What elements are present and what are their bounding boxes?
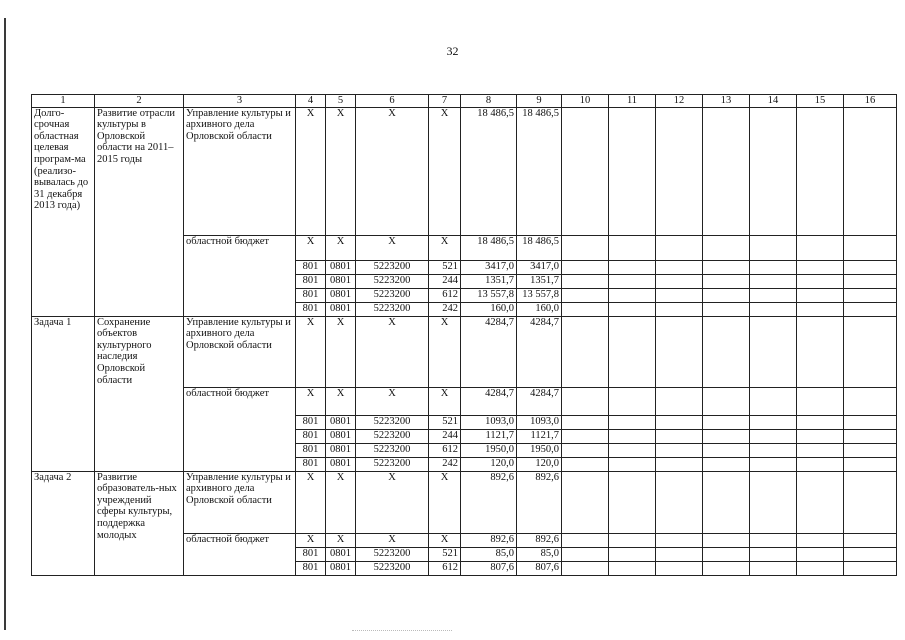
amount-cell-col9: 13 557,8	[517, 288, 562, 302]
empty-cell-col16	[844, 260, 897, 274]
empty-cell-col11	[609, 302, 656, 316]
code-cell-col4: 801	[296, 274, 326, 288]
code-cell-col5: 0801	[326, 457, 356, 471]
column-header-6: 6	[356, 95, 429, 108]
empty-cell-col10	[562, 235, 609, 260]
empty-cell-col16	[844, 107, 897, 235]
empty-cell-col16	[844, 471, 897, 533]
code-cell-col6: Х	[356, 471, 429, 533]
code-cell-col7: 521	[429, 547, 461, 561]
code-cell-col6: Х	[356, 387, 429, 415]
code-cell-col5: Х	[326, 533, 356, 547]
empty-cell-col16	[844, 533, 897, 547]
amount-cell-col8: 807,6	[461, 561, 517, 575]
amount-cell-col9: 3417,0	[517, 260, 562, 274]
empty-cell-col13	[703, 443, 750, 457]
empty-cell-col15	[797, 387, 844, 415]
empty-cell-col13	[703, 415, 750, 429]
code-cell-col6: Х	[356, 316, 429, 387]
code-cell-col5: Х	[326, 471, 356, 533]
empty-cell-col16	[844, 457, 897, 471]
code-cell-col7: Х	[429, 235, 461, 260]
empty-cell-col10	[562, 288, 609, 302]
amount-cell-col9: 18 486,5	[517, 235, 562, 260]
empty-cell-col16	[844, 302, 897, 316]
empty-cell-col12	[656, 260, 703, 274]
page-number: 32	[446, 44, 459, 58]
empty-cell-col16	[844, 316, 897, 387]
amount-cell-col9: 807,6	[517, 561, 562, 575]
column-header-8: 8	[461, 95, 517, 108]
empty-cell-col16	[844, 443, 897, 457]
code-cell-col6: 5223200	[356, 260, 429, 274]
amount-cell-col9: 1121,7	[517, 429, 562, 443]
empty-cell-col13	[703, 302, 750, 316]
empty-cell-col15	[797, 415, 844, 429]
amount-cell-col9: 120,0	[517, 457, 562, 471]
code-cell-col5: Х	[326, 387, 356, 415]
amount-cell-col8: 13 557,8	[461, 288, 517, 302]
amount-cell-col9: 1950,0	[517, 443, 562, 457]
code-cell-col5: 0801	[326, 561, 356, 575]
empty-cell-col10	[562, 316, 609, 387]
code-cell-col4: Х	[296, 387, 326, 415]
empty-cell-col15	[797, 260, 844, 274]
code-cell-col5: Х	[326, 316, 356, 387]
empty-cell-col12	[656, 471, 703, 533]
amount-cell-col8: 120,0	[461, 457, 517, 471]
code-cell-col7: 244	[429, 429, 461, 443]
empty-cell-col13	[703, 471, 750, 533]
empty-cell-col10	[562, 561, 609, 575]
empty-cell-col15	[797, 443, 844, 457]
empty-cell-col10	[562, 415, 609, 429]
code-cell-col4: 801	[296, 415, 326, 429]
empty-cell-col12	[656, 457, 703, 471]
empty-cell-col13	[703, 457, 750, 471]
code-cell-col6: 5223200	[356, 561, 429, 575]
empty-cell-col14	[750, 235, 797, 260]
funding-source-cell: областной бюджет	[184, 533, 296, 575]
code-cell-col6: 5223200	[356, 547, 429, 561]
empty-cell-col11	[609, 415, 656, 429]
code-cell-col5: 0801	[326, 429, 356, 443]
empty-cell-col12	[656, 288, 703, 302]
amount-cell-col9: 85,0	[517, 547, 562, 561]
amount-cell-col9: 4284,7	[517, 316, 562, 387]
responsible-executor-cell: Управление культуры и архивного дела Орловской области	[184, 316, 296, 387]
empty-cell-col13	[703, 107, 750, 235]
amount-cell-col8: 1121,7	[461, 429, 517, 443]
code-cell-col7: 612	[429, 443, 461, 457]
empty-cell-col13	[703, 274, 750, 288]
budget-table	[31, 94, 897, 576]
code-cell-col7: Х	[429, 316, 461, 387]
code-cell-col4: 801	[296, 288, 326, 302]
code-cell-col7: 521	[429, 415, 461, 429]
column-header-11: 11	[609, 95, 656, 108]
scan-margin-line	[4, 18, 6, 630]
column-header-4: 4	[296, 95, 326, 108]
code-cell-col5: 0801	[326, 302, 356, 316]
column-header-14: 14	[750, 95, 797, 108]
column-header-5: 5	[326, 95, 356, 108]
code-cell-col7: 521	[429, 260, 461, 274]
amount-cell-col9: 892,6	[517, 471, 562, 533]
table-row	[32, 471, 897, 533]
empty-cell-col15	[797, 274, 844, 288]
code-cell-col7: 242	[429, 302, 461, 316]
empty-cell-col15	[797, 235, 844, 260]
empty-cell-col12	[656, 302, 703, 316]
empty-cell-col14	[750, 561, 797, 575]
responsible-executor-cell: Управление культуры и архивного дела Орловской области	[184, 107, 296, 235]
column-header-15: 15	[797, 95, 844, 108]
code-cell-col4: Х	[296, 235, 326, 260]
table-row	[32, 316, 897, 387]
code-cell-col7: Х	[429, 533, 461, 547]
code-cell-col6: 5223200	[356, 288, 429, 302]
responsible-executor-cell: Управление культуры и архивного дела Орловской области	[184, 471, 296, 533]
column-header-12: 12	[656, 95, 703, 108]
code-cell-col5: 0801	[326, 260, 356, 274]
code-cell-col4: 801	[296, 443, 326, 457]
program-name-cell: Долго-срочная областная целевая програм-ма (реализо-вывалась до 31 декабря 2013 года)	[32, 107, 95, 316]
code-cell-col4: 801	[296, 302, 326, 316]
empty-cell-col15	[797, 302, 844, 316]
empty-cell-col14	[750, 260, 797, 274]
code-cell-col7: 612	[429, 561, 461, 575]
empty-cell-col12	[656, 429, 703, 443]
code-cell-col6: 5223200	[356, 443, 429, 457]
empty-cell-col14	[750, 288, 797, 302]
empty-cell-col14	[750, 443, 797, 457]
empty-cell-col11	[609, 533, 656, 547]
empty-cell-col15	[797, 533, 844, 547]
empty-cell-col12	[656, 274, 703, 288]
amount-cell-col8: 18 486,5	[461, 235, 517, 260]
empty-cell-col14	[750, 274, 797, 288]
empty-cell-col13	[703, 561, 750, 575]
column-header-3: 3	[184, 95, 296, 108]
empty-cell-col11	[609, 387, 656, 415]
code-cell-col4: Х	[296, 471, 326, 533]
amount-cell-col9: 4284,7	[517, 387, 562, 415]
code-cell-col5: Х	[326, 235, 356, 260]
code-cell-col7: Х	[429, 387, 461, 415]
empty-cell-col16	[844, 561, 897, 575]
amount-cell-col9: 892,6	[517, 533, 562, 547]
empty-cell-col11	[609, 443, 656, 457]
code-cell-col7: 612	[429, 288, 461, 302]
empty-cell-col16	[844, 387, 897, 415]
empty-cell-col16	[844, 547, 897, 561]
code-cell-col4: 801	[296, 547, 326, 561]
code-cell-col5: Х	[326, 107, 356, 235]
amount-cell-col9: 160,0	[517, 302, 562, 316]
column-header-7: 7	[429, 95, 461, 108]
code-cell-col4: 801	[296, 260, 326, 274]
empty-cell-col16	[844, 288, 897, 302]
code-cell-col4: 801	[296, 457, 326, 471]
code-cell-col4: Х	[296, 533, 326, 547]
empty-cell-col12	[656, 561, 703, 575]
empty-cell-col15	[797, 547, 844, 561]
empty-cell-col10	[562, 429, 609, 443]
empty-cell-col11	[609, 107, 656, 235]
empty-cell-col15	[797, 107, 844, 235]
column-header-2: 2	[95, 95, 184, 108]
empty-cell-col14	[750, 415, 797, 429]
code-cell-col6: 5223200	[356, 429, 429, 443]
amount-cell-col8: 4284,7	[461, 316, 517, 387]
column-header-16: 16	[844, 95, 897, 108]
code-cell-col4: Х	[296, 107, 326, 235]
empty-cell-col12	[656, 316, 703, 387]
code-cell-col5: 0801	[326, 415, 356, 429]
empty-cell-col16	[844, 274, 897, 288]
empty-cell-col10	[562, 471, 609, 533]
empty-cell-col13	[703, 533, 750, 547]
code-cell-col4: Х	[296, 316, 326, 387]
program-name-cell: Задача 1	[32, 316, 95, 471]
empty-cell-col13	[703, 260, 750, 274]
column-header-13: 13	[703, 95, 750, 108]
code-cell-col6: Х	[356, 107, 429, 235]
code-cell-col7: 242	[429, 457, 461, 471]
amount-cell-col9: 1351,7	[517, 274, 562, 288]
empty-cell-col10	[562, 457, 609, 471]
empty-cell-col15	[797, 429, 844, 443]
empty-cell-col10	[562, 302, 609, 316]
amount-cell-col8: 160,0	[461, 302, 517, 316]
column-header-9: 9	[517, 95, 562, 108]
empty-cell-col12	[656, 387, 703, 415]
code-cell-col6: 5223200	[356, 274, 429, 288]
program-name-cell: Задача 2	[32, 471, 95, 575]
code-cell-col7: Х	[429, 471, 461, 533]
column-header-1: 1	[32, 95, 95, 108]
empty-cell-col14	[750, 387, 797, 415]
amount-cell-col9: 18 486,5	[517, 107, 562, 235]
empty-cell-col14	[750, 547, 797, 561]
empty-cell-col12	[656, 547, 703, 561]
program-description-cell: Развитие отрасли культуры в Орловской области на 2011–2015 годы	[95, 107, 184, 316]
empty-cell-col14	[750, 429, 797, 443]
empty-cell-col13	[703, 387, 750, 415]
code-cell-col7: 244	[429, 274, 461, 288]
empty-cell-col15	[797, 561, 844, 575]
empty-cell-col12	[656, 107, 703, 235]
empty-cell-col13	[703, 235, 750, 260]
empty-cell-col11	[609, 457, 656, 471]
code-cell-col6: 5223200	[356, 457, 429, 471]
amount-cell-col9: 1093,0	[517, 415, 562, 429]
empty-cell-col12	[656, 235, 703, 260]
empty-cell-col11	[609, 316, 656, 387]
scan-artifact	[352, 630, 452, 634]
funding-source-cell: областной бюджет	[184, 387, 296, 471]
empty-cell-col11	[609, 260, 656, 274]
empty-cell-col15	[797, 457, 844, 471]
column-number-row	[32, 95, 897, 108]
empty-cell-col10	[562, 274, 609, 288]
empty-cell-col14	[750, 107, 797, 235]
empty-cell-col10	[562, 443, 609, 457]
amount-cell-col8: 892,6	[461, 471, 517, 533]
empty-cell-col15	[797, 316, 844, 387]
code-cell-col4: 801	[296, 561, 326, 575]
program-description-cell: Сохранение объектов культурного наследия Орловской области	[95, 316, 184, 471]
amount-cell-col8: 1351,7	[461, 274, 517, 288]
amount-cell-col8: 18 486,5	[461, 107, 517, 235]
empty-cell-col14	[750, 471, 797, 533]
code-cell-col4: 801	[296, 429, 326, 443]
empty-cell-col10	[562, 533, 609, 547]
empty-cell-col10	[562, 260, 609, 274]
empty-cell-col12	[656, 443, 703, 457]
empty-cell-col14	[750, 457, 797, 471]
program-description-cell: Развитие образователь-ных учреждений сферы культуры, поддержка молодых	[95, 471, 184, 575]
empty-cell-col13	[703, 429, 750, 443]
empty-cell-col14	[750, 302, 797, 316]
amount-cell-col8: 1950,0	[461, 443, 517, 457]
code-cell-col5: 0801	[326, 274, 356, 288]
code-cell-col6: Х	[356, 235, 429, 260]
empty-cell-col11	[609, 235, 656, 260]
empty-cell-col16	[844, 429, 897, 443]
table-row	[32, 107, 897, 235]
code-cell-col7: Х	[429, 107, 461, 235]
empty-cell-col11	[609, 429, 656, 443]
column-header-10: 10	[562, 95, 609, 108]
empty-cell-col10	[562, 547, 609, 561]
empty-cell-col16	[844, 235, 897, 260]
code-cell-col5: 0801	[326, 547, 356, 561]
empty-cell-col11	[609, 547, 656, 561]
empty-cell-col10	[562, 107, 609, 235]
code-cell-col5: 0801	[326, 288, 356, 302]
empty-cell-col16	[844, 415, 897, 429]
empty-cell-col13	[703, 547, 750, 561]
code-cell-col6: Х	[356, 533, 429, 547]
empty-cell-col15	[797, 288, 844, 302]
amount-cell-col8: 1093,0	[461, 415, 517, 429]
empty-cell-col14	[750, 533, 797, 547]
amount-cell-col8: 85,0	[461, 547, 517, 561]
empty-cell-col13	[703, 288, 750, 302]
empty-cell-col15	[797, 471, 844, 533]
empty-cell-col10	[562, 387, 609, 415]
empty-cell-col12	[656, 533, 703, 547]
amount-cell-col8: 3417,0	[461, 260, 517, 274]
amount-cell-col8: 892,6	[461, 533, 517, 547]
code-cell-col6: 5223200	[356, 415, 429, 429]
funding-source-cell: областной бюджет	[184, 235, 296, 316]
empty-cell-col14	[750, 316, 797, 387]
empty-cell-col11	[609, 561, 656, 575]
empty-cell-col12	[656, 415, 703, 429]
empty-cell-col11	[609, 288, 656, 302]
code-cell-col5: 0801	[326, 443, 356, 457]
code-cell-col6: 5223200	[356, 302, 429, 316]
empty-cell-col11	[609, 274, 656, 288]
empty-cell-col13	[703, 316, 750, 387]
empty-cell-col11	[609, 471, 656, 533]
amount-cell-col8: 4284,7	[461, 387, 517, 415]
